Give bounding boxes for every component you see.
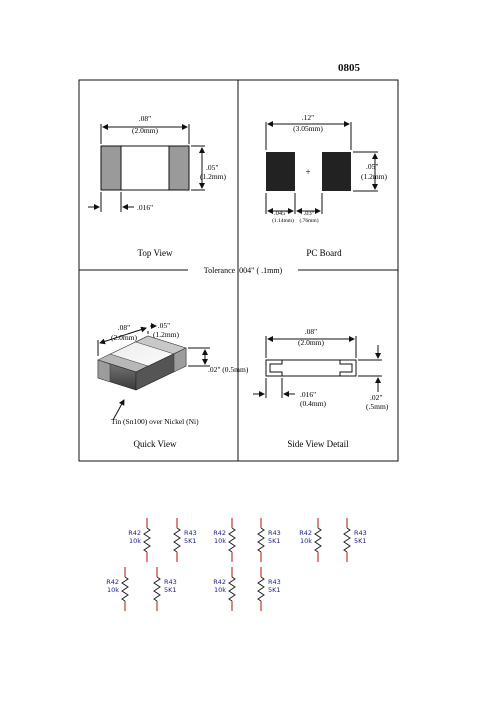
resistor-value: 10k <box>213 586 226 594</box>
quick-view-label: Quick View <box>133 439 177 449</box>
pc-board-label: PC Board <box>306 248 342 258</box>
quick-view-width-mm: (1.2mm) <box>152 330 180 339</box>
quick-view-note: Tin (Sn100) over Nickel (Ni) <box>111 417 199 426</box>
side-view-terminal-mm: (0.4mm) <box>300 399 327 408</box>
resistor-ref: R43 <box>184 529 197 537</box>
pc-board-gap-in: .03" <box>303 210 315 217</box>
top-view-left-terminal <box>101 146 121 190</box>
pc-board-center-mark: + <box>305 167 311 177</box>
side-view-height-in: .02" <box>370 393 383 402</box>
resistor-value: 10k <box>128 537 141 545</box>
resistor-zigzag <box>174 528 180 552</box>
resistor-symbol <box>106 567 128 611</box>
top-view-length-mm: (2.0mm) <box>131 126 159 135</box>
side-view-label: Side View Detail <box>287 439 349 449</box>
resistor-symbol <box>174 518 197 562</box>
resistor-ref: R42 <box>213 578 226 586</box>
pc-board-panel <box>266 113 388 258</box>
resistor-value: 5K1 <box>268 537 281 545</box>
resistor-zigzag <box>229 528 235 552</box>
pc-board-width-mm: (1.2mm) <box>361 172 388 181</box>
top-view-panel <box>88 114 227 258</box>
resistor-zigzag <box>258 528 264 552</box>
top-view-right-terminal <box>169 146 189 190</box>
resistor-zigzag <box>315 528 321 552</box>
quick-view-length-in: .08" <box>117 323 131 332</box>
resistor-value: 5K1 <box>164 586 177 594</box>
resistor-value: 10k <box>299 537 312 545</box>
resistor-zigzag <box>258 577 264 601</box>
resistor-value: 5K1 <box>268 586 281 594</box>
resistor-symbol <box>344 518 367 562</box>
resistor-zigzag <box>229 577 235 601</box>
resistor-zigzag <box>144 528 150 552</box>
resistor-value: 5K1 <box>184 537 197 545</box>
pc-board-length-in: .12" <box>301 113 315 122</box>
tolerance-text: Tolerance .004" ( .1mm) <box>203 266 283 275</box>
resistor-value: 10k <box>106 586 119 594</box>
side-view-terminal-in: .016" <box>300 390 317 399</box>
side-view-length-mm: (2.0mm) <box>297 338 325 347</box>
schematic-resistors <box>106 518 367 611</box>
resistor-symbol <box>258 518 281 562</box>
resistor-ref: R43 <box>268 529 281 537</box>
resistor-value: 10k <box>213 537 226 545</box>
resistor-zigzag <box>344 528 350 552</box>
pc-board-gap-mm: (.76mm) <box>299 218 319 224</box>
pc-board-right-pad <box>322 152 351 191</box>
resistor-ref: R43 <box>268 578 281 586</box>
resistor-symbol <box>128 518 150 562</box>
pc-board-pad-in: .045" <box>273 210 289 217</box>
resistor-ref: R43 <box>164 578 177 586</box>
resistor-zigzag <box>122 577 128 601</box>
resistor-ref: R42 <box>299 529 312 537</box>
pc-board-length-mm: (3.05mm) <box>293 124 323 133</box>
top-view-label: Top View <box>137 248 173 258</box>
resistor-symbol <box>258 567 281 611</box>
resistor-value: 5K1 <box>354 537 367 545</box>
pc-board-pad-mm: (1.14mm) <box>272 218 294 224</box>
side-view-length-in: .08" <box>304 327 318 336</box>
quick-view-width-in: .05" <box>157 321 171 330</box>
side-view-height-mm: (.5mm) <box>366 402 389 411</box>
resistor-symbol <box>213 567 235 611</box>
top-view-width-in: .05" <box>206 163 219 172</box>
side-view-panel <box>253 327 389 449</box>
pc-board-left-pad <box>266 152 295 191</box>
resistor-ref: R42 <box>213 529 226 537</box>
quick-view-panel <box>98 321 249 449</box>
pc-board-width-in: .05" <box>366 162 379 171</box>
resistor-zigzag <box>154 577 160 601</box>
resistor-symbol <box>299 518 321 562</box>
chip-front-terminal <box>98 360 110 382</box>
page-title: 0805 <box>338 62 360 74</box>
quick-view-length-mm: (2.0mm) <box>110 333 138 342</box>
top-view-terminal-dim: .016" <box>137 203 154 212</box>
resistor-ref: R42 <box>106 578 119 586</box>
resistor-ref: R43 <box>354 529 367 537</box>
top-view-width-mm: (1.2mm) <box>200 172 227 181</box>
resistor-symbol <box>154 567 177 611</box>
top-view-length-in: .08" <box>138 114 152 123</box>
resistor-ref: R42 <box>128 529 141 537</box>
resistor-symbol <box>213 518 235 562</box>
quick-view-height: .02" (0.5mm) <box>208 365 249 374</box>
